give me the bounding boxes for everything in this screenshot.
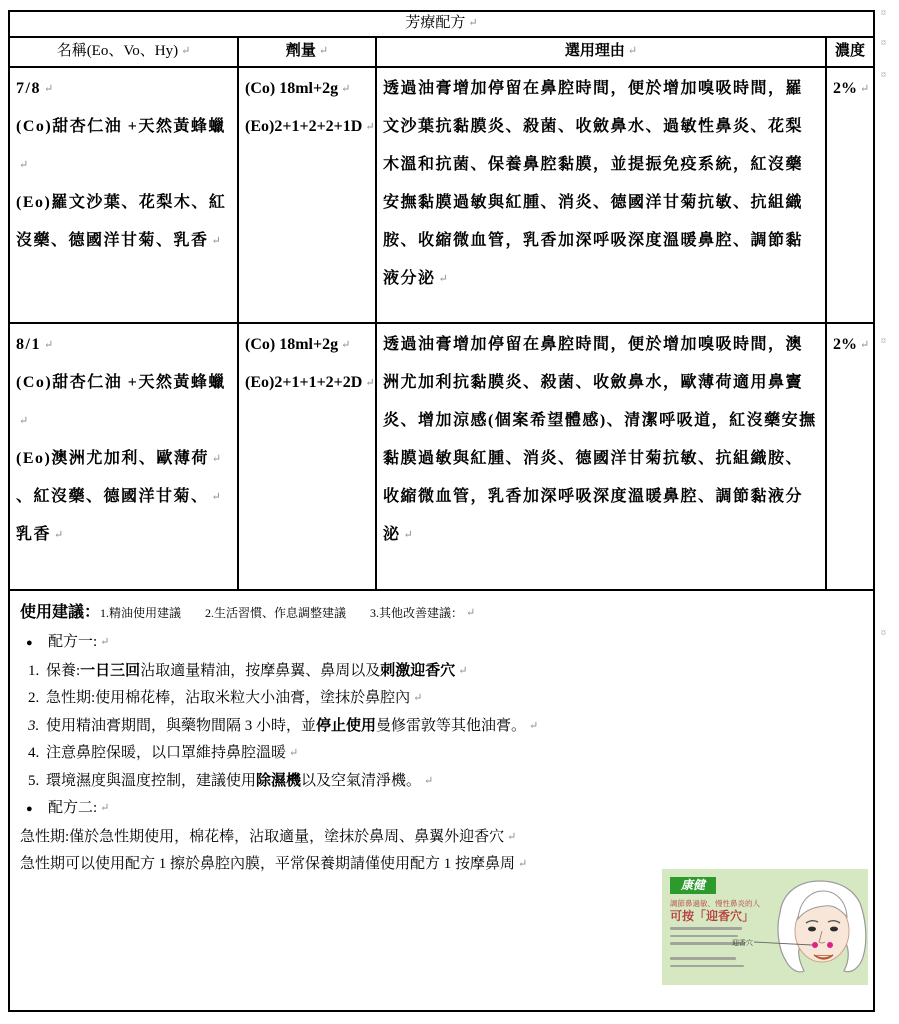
header-label-reason: 選用理由 ↵ (565, 43, 637, 59)
cell-paragraph: (Eo)澳洲尤加利、歐薄荷 ↵ (16, 450, 221, 467)
header-label-name: 名稱(Eo、Vo、Hy) ↵ (57, 43, 191, 59)
list-number: 4. (28, 745, 40, 761)
header-cell-dosage (239, 38, 377, 66)
cell-paragraph: (Eo)2+1+1+2+2D ↵ (245, 374, 375, 391)
cell-paragraph: (Eo)羅文沙葉、花梨木、紅沒藥、德國洋甘菊、乳香 ↵ (16, 194, 226, 249)
usage-list-item (20, 685, 863, 713)
list-number: 3. (28, 717, 40, 734)
cell-paragraph: (Co) 18ml+2g ↵ (245, 336, 350, 353)
bullet-marker: ● (26, 637, 33, 649)
name-cell (10, 68, 239, 322)
cell-paragraph: 透過油膏增加停留在鼻腔時間，便於增加嗅吸時間，澳洲尤加利抗黏膜炎、殺菌、收斂鼻水，歐薄荷適用鼻竇炎、增加涼感(個案希望體感)、清潔呼吸道，紅沒藥安撫黏膜過敏與紅腫、消炎、德國洋甘菊抗敏、抗組織胺、收縮微血管，乳香加深呼吸深度溫暖鼻腔、調節黏液分泌 ↵ (383, 336, 817, 543)
usage-list-item (20, 740, 863, 768)
usage-list (20, 629, 863, 879)
cell-paragraph: (Co)甜杏仁油 +天然黃蜂蠟 ↵ (16, 374, 226, 429)
usage-list-item (20, 629, 863, 658)
table-title: 芳療配方 ↵ (405, 15, 477, 31)
table-title-row (10, 12, 873, 38)
text-run: 保養:一日三回沾取適量精油，按摩鼻翼、鼻周以及刺激迎香穴 ↵ (46, 658, 467, 686)
header-cell-name (10, 38, 239, 66)
cell-paragraph: (Co) 18ml+2g ↵ (245, 80, 350, 97)
text-run: 急性期:使用棉花棒，沾取米粒大小油膏，塗抹於鼻腔內 ↵ (46, 685, 422, 713)
usage-list-item (20, 713, 863, 741)
row-end-mark (881, 8, 886, 19)
name-cell (10, 324, 239, 589)
list-number: 5. (28, 772, 40, 789)
table-header-row (10, 38, 873, 68)
aromatherapy-table (8, 10, 875, 1012)
list-number: 2. (28, 690, 40, 706)
concentration-cell (827, 68, 873, 322)
cell-paragraph: 透過油膏增加停留在鼻腔時間，便於增加嗅吸時間，羅文沙葉抗黏膜炎、殺菌、收斂鼻水、過敏性鼻炎、花梨木溫和抗菌、保養鼻腔黏膜，並提振免疫系統，紅沒藥安撫黏膜過敏與紅腫、消炎、德國洋甘菊抗敏、抗組織胺、收縮微血管，乳香加深呼吸深度溫暖鼻腔、調節黏液分泌 ↵ (383, 80, 803, 287)
row-end-mark (881, 336, 886, 347)
text-run: 配方二: ↵ (38, 795, 109, 823)
usage-list-item (20, 658, 863, 686)
graphic-caption-line1: 調節鼻過敏、慢性鼻炎的人 (670, 899, 760, 908)
face-illustration (720, 879, 868, 979)
row-end-mark (881, 628, 886, 639)
text-run: 注意鼻腔保暖，以口罩維持鼻腔溫暖 ↵ (46, 740, 298, 768)
formula-row-2 (10, 324, 873, 591)
header-label-concentration: 濃度 ↵ (835, 43, 865, 66)
bullet-marker: ● (26, 803, 33, 815)
acupoint-graphic[interactable] (662, 869, 868, 985)
dosage-cell (239, 68, 377, 322)
text-run: 配方一: ↵ (38, 629, 109, 657)
row-end-mark (881, 38, 886, 49)
usage-subheading: 1.精油使用建議 2.生活習慣、作息調整建議 3.其他改善建議： ↵ (100, 606, 475, 620)
usage-heading: 使用建議： (20, 604, 101, 621)
acupoint-label: 迎香穴 (732, 939, 753, 947)
text-run: 急性期:僅於急性期使用，棉花棒，沾取適量，塗抹於鼻周、鼻翼外迎香穴 ↵ (20, 824, 516, 852)
graphic-caption-line2: 可按「迎香穴」 (670, 909, 755, 923)
formula-row-1 (10, 68, 873, 324)
cell-paragraph: (Co)甜杏仁油 +天然黃蜂蠟 ↵ (16, 118, 226, 173)
dosage-cell (239, 324, 377, 589)
text-run: 急性期可以使用配方 1 擦於鼻腔內膜，平常保養期請僅使用配方 1 按摩鼻周 ↵ (20, 851, 527, 879)
text-run: 使用精油膏期間，與藥物間隔 3 小時，並停止使用曼修雷敦等其他油膏。 ↵ (46, 713, 538, 741)
cell-paragraph: 、紅沒藥、德國洋甘菊、 ↵ (16, 488, 221, 505)
brand-logo: 康健 (670, 877, 716, 894)
concentration-cell (827, 324, 873, 589)
header-cell-concentration (827, 38, 873, 66)
list-number: 1. (28, 662, 40, 679)
cell-paragraph: 乳香 ↵ (16, 526, 63, 543)
usage-headline (20, 599, 863, 627)
cell-paragraph: 2% ↵ (833, 336, 869, 353)
row-end-mark (881, 70, 886, 81)
cell-paragraph: 2% ↵ (833, 80, 869, 97)
usage-list-item (20, 824, 863, 852)
usage-list-item (20, 768, 863, 796)
cell-paragraph: (Eo)2+1+2+2+1D ↵ (245, 118, 375, 135)
text-run: 環境濕度與溫度控制，建議使用除濕機以及空氣清淨機。 ↵ (46, 768, 433, 796)
cell-paragraph: 8/1 ↵ (16, 336, 53, 353)
reason-cell (377, 324, 827, 589)
cell-paragraph: 7/8 ↵ (16, 80, 53, 97)
header-label-dosage: 劑量 ↵ (286, 43, 328, 59)
header-cell-reason (377, 38, 827, 66)
reason-cell (377, 68, 827, 322)
usage-list-item (20, 795, 863, 824)
